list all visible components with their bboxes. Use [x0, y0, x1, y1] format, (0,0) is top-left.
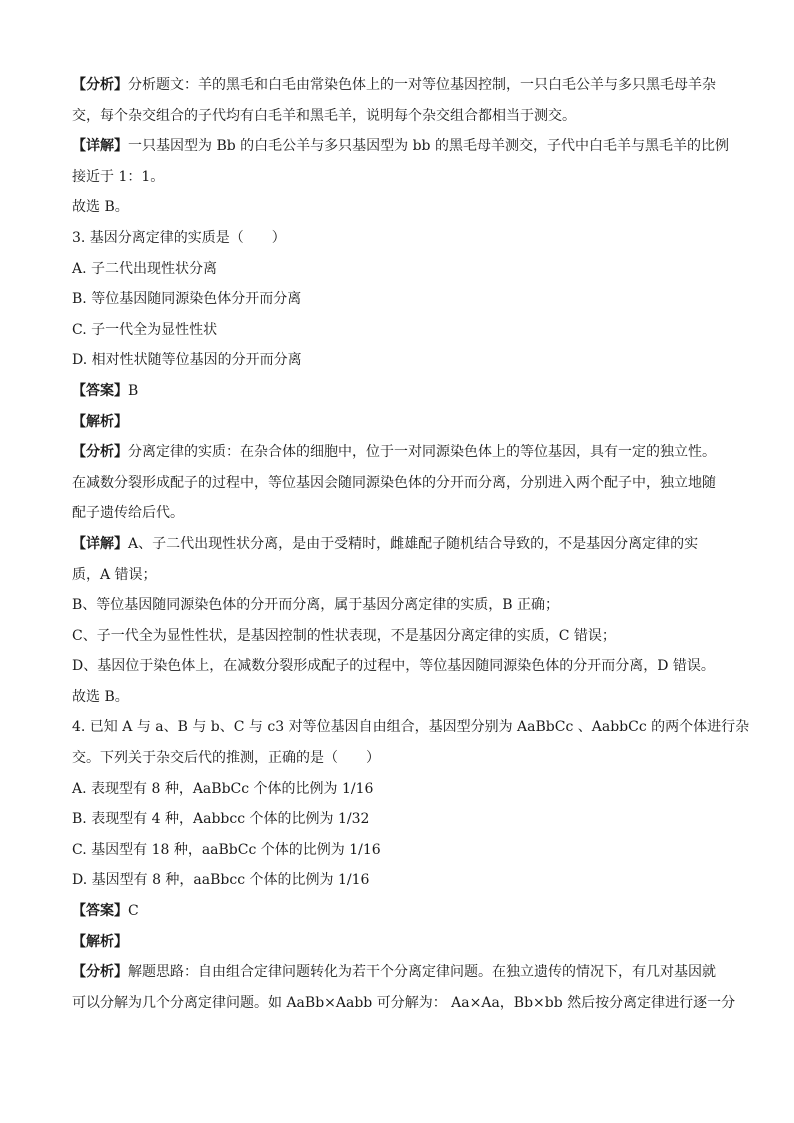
text-line	[72, 865, 722, 896]
text-line	[72, 804, 722, 835]
line-text: C. 基因型有 18 种，aaBbCc 个体的比例为 1/16	[72, 841, 381, 858]
text-line	[72, 437, 722, 468]
line-text: A、子二代出现性状分离，是由于受精时，雌雄配子随机结合导致的，不是基因分离定律的实	[128, 535, 699, 552]
text-line	[72, 529, 722, 560]
line-text: B	[128, 382, 139, 399]
line-text: A. 子二代出现性状分离	[72, 260, 218, 277]
line-text: 交。下列关于杂交后代的推测，正确的是（ ）	[72, 750, 380, 767]
text-line	[72, 651, 722, 682]
line-text: 接近于 1：1。	[72, 168, 165, 185]
text-line	[72, 131, 729, 162]
text-line	[72, 835, 722, 866]
line-text: 故选 B。	[72, 688, 129, 705]
section-label: 【答案】	[72, 903, 128, 920]
line-text: D. 相对性状随等位基因的分开而分离	[72, 352, 302, 369]
section-label: 【解析】	[72, 413, 128, 430]
text-line	[72, 223, 722, 254]
text-line	[72, 743, 722, 774]
line-text: 质，A 错误；	[72, 566, 157, 583]
text-line	[72, 621, 722, 652]
line-text: A. 表现型有 8 种，AaBbCc 个体的比例为 1/16	[72, 780, 374, 797]
text-line	[72, 774, 722, 805]
line-text: 4. 已知 A 与 a、B 与 b、C 与 c3 对等位基因自由组合，基因型分别为 AaBbCc 、AabbCc 的两个体进行杂	[72, 719, 750, 736]
section-label: 【分析】	[72, 964, 128, 981]
line-text: 交，每个杂交组合的子代均有白毛羊和黑毛羊，说明每个杂交组合都相当于测交。	[72, 107, 576, 124]
line-text: B. 等位基因随同源染色体分开而分离	[72, 291, 302, 308]
text-line	[72, 345, 722, 376]
text-line	[72, 957, 722, 988]
line-text: C	[128, 903, 139, 920]
section-label: 【详解】	[72, 138, 128, 155]
text-line	[72, 254, 722, 285]
section-label: 【分析】	[72, 77, 128, 93]
section-label: 【分析】	[72, 444, 128, 461]
text-line	[72, 896, 722, 927]
line-text: 在减数分裂形成配子的过程中，等位基因会随同源染色体的分开而分离，分别进入两个配子中，独立地随	[72, 474, 716, 491]
line-text: 3. 基因分离定律的实质是（ ）	[72, 229, 286, 246]
text-line	[72, 315, 722, 346]
line-text: 分离定律的实质：在杂合体的细胞中，位于一对同源染色体上的等位基因，具有一定的独立性。	[128, 444, 716, 461]
text-line	[72, 712, 750, 743]
line-text: D、基因位于染色体上，在减数分裂形成配子的过程中，等位基因随同源染色体的分开而分离，D 错误。	[72, 658, 715, 675]
line-text: 解题思路：自由组合定律问题转化为若干个分离定律问题。在独立遗传的情况下，有几对基因就	[128, 964, 716, 981]
text-line	[72, 560, 722, 591]
text-line	[72, 498, 722, 529]
line-text: 故选 B。	[72, 199, 129, 216]
line-text: C. 子一代全为显性性状	[72, 321, 218, 338]
line-text: 分析题文：羊的黑毛和白毛由常染色体上的一对等位基因控制，一只白毛公羊与多只黑毛母羊杂	[128, 77, 716, 93]
section-label: 【详解】	[72, 535, 128, 552]
line-text: 可以分解为几个分离定律问题。如 AaBb×Aabb 可分解为： Aa×Aa，Bb×bb 然后按分离定律进行逐一分	[72, 994, 736, 1011]
document-body	[72, 70, 750, 1018]
section-label: 【答案】	[72, 382, 128, 399]
text-line	[72, 682, 722, 713]
text-line	[72, 376, 722, 407]
line-text: 一只基因型为 Bb 的白毛公羊与多只基因型为 bb 的黑毛母羊测交，子代中白毛羊与黑毛羊的比例	[128, 138, 729, 155]
text-line	[72, 590, 722, 621]
text-line	[72, 988, 736, 1019]
text-line	[72, 192, 722, 223]
section-label: 【解析】	[72, 933, 128, 950]
line-text: D. 基因型有 8 种，aaBbcc 个体的比例为 1/16	[72, 872, 370, 889]
line-text: B、等位基因随同源染色体的分开而分离，属于基因分离定律的实质，B 正确；	[72, 597, 560, 614]
line-text: 配子遗传给后代。	[72, 505, 184, 522]
text-line	[72, 407, 722, 438]
text-line	[72, 70, 722, 101]
line-text: B. 表现型有 4 种，Aabbcc 个体的比例为 1/32	[72, 811, 370, 828]
text-line	[72, 468, 722, 499]
text-line	[72, 162, 722, 193]
text-line	[72, 101, 722, 132]
text-line	[72, 927, 722, 958]
line-text: C、子一代全为显性性状，是基因控制的性状表现，不是基因分离定律的实质，C 错误；	[72, 627, 616, 644]
text-line	[72, 284, 722, 315]
